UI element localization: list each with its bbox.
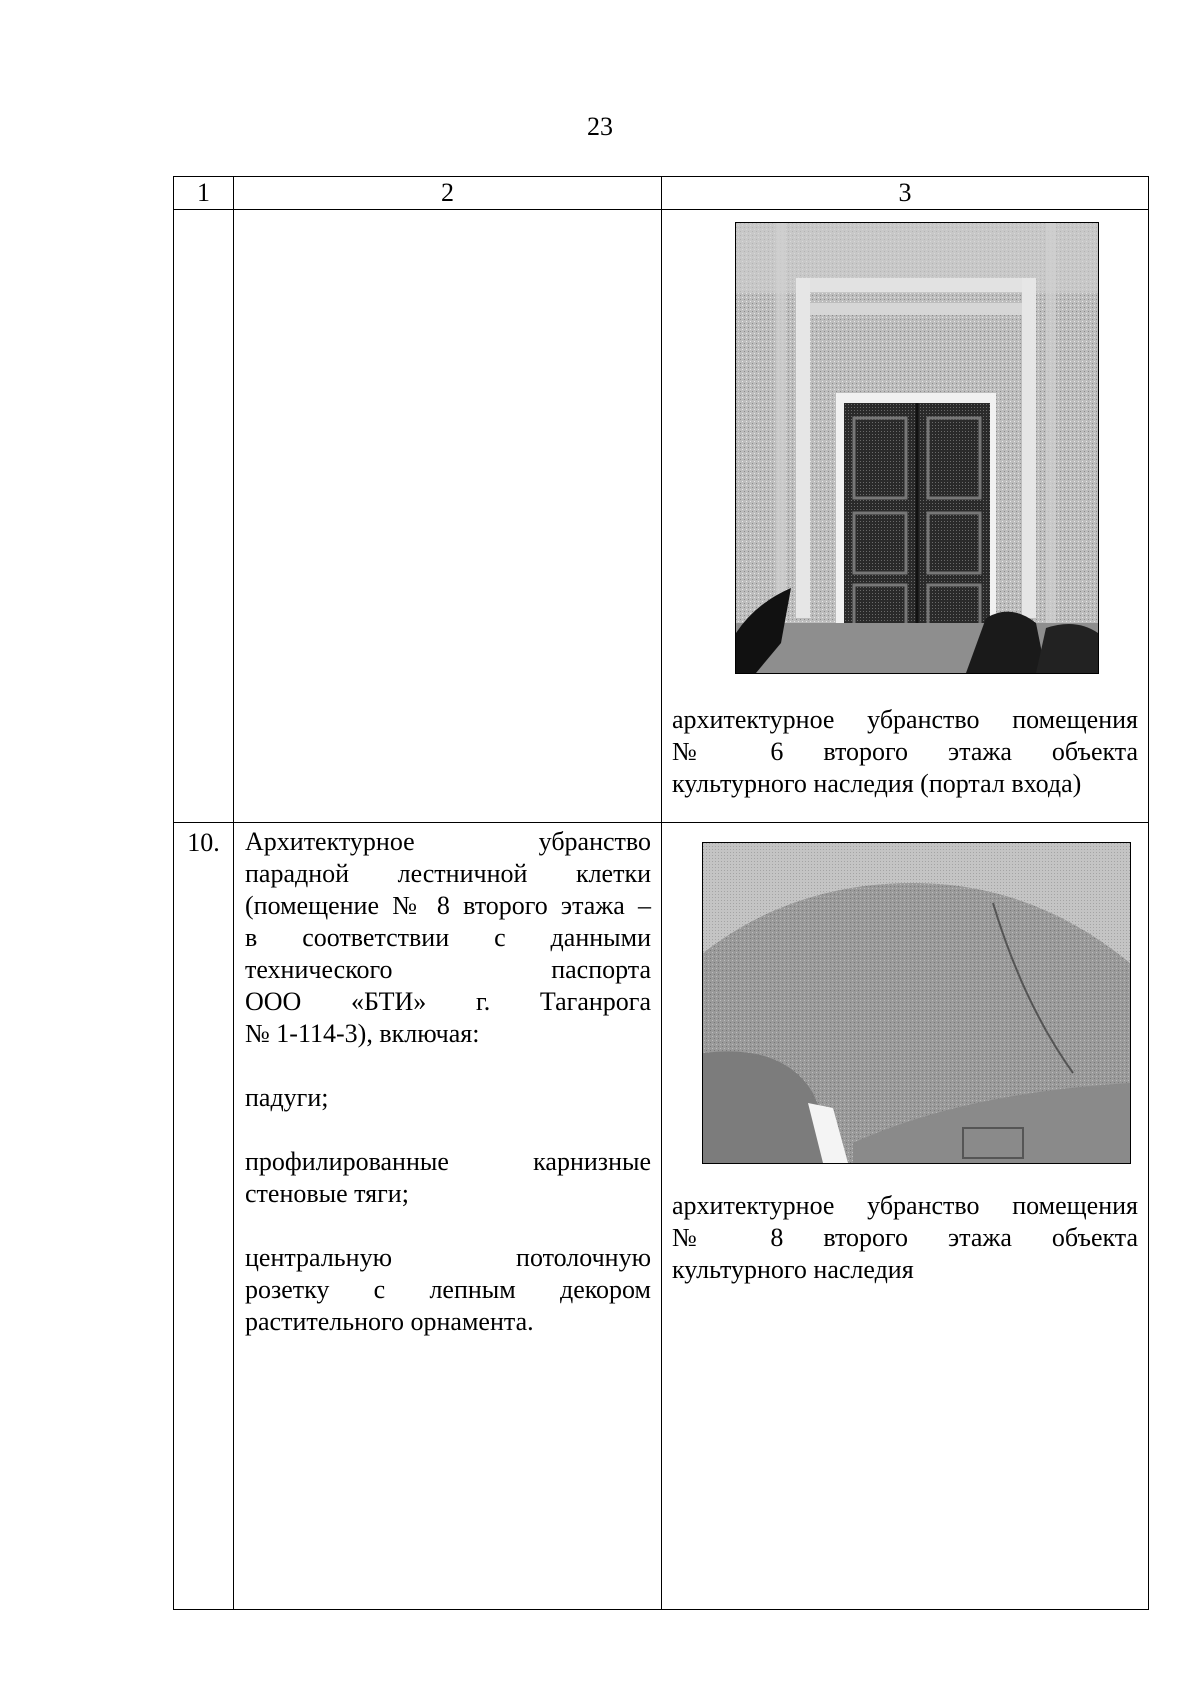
row-number-cell: 10.	[174, 823, 234, 1610]
photo-caption: архитектурное убранство помещения № 6 второго этажа объекта культурного наследия (портал входа)	[672, 705, 1138, 798]
list-item: центральную потолочную розетку с лепным декором растительного орнамента.	[245, 1243, 651, 1336]
description-intro: Архитектурное убранство парадной лестничной клетки (помещение № 8 второго этажа – в соответствии с данными технического паспорта ООО «БТИ» г. Таганрога № 1-114-3), включая:	[245, 827, 651, 1048]
column-header-3: 3	[662, 177, 1149, 210]
door-portal-photo	[735, 222, 1099, 674]
heritage-elements-table	[173, 176, 1149, 1610]
ceiling-cove-image-icon	[703, 843, 1130, 1163]
column-header-2: 2	[234, 177, 662, 210]
photo-caption: архитектурное убранство помещения № 8 второго этажа объекта культурного наследия	[672, 1191, 1138, 1284]
table-header-row	[174, 177, 1149, 210]
table-row	[174, 823, 1149, 1610]
column-header-1: 1	[174, 177, 234, 210]
row-number-cell	[174, 210, 234, 823]
page-number: 23	[587, 112, 613, 141]
list-item: падуги;	[245, 1083, 329, 1112]
table-row	[174, 210, 1149, 823]
photo-cell	[662, 823, 1149, 1610]
description-cell	[234, 210, 662, 823]
description-cell	[234, 823, 662, 1610]
list-item: профилированные карнизные стеновые тяги;	[245, 1147, 651, 1208]
door-portal-image-icon	[736, 223, 1098, 673]
ceiling-cove-photo	[702, 842, 1131, 1164]
photo-cell	[662, 210, 1149, 823]
